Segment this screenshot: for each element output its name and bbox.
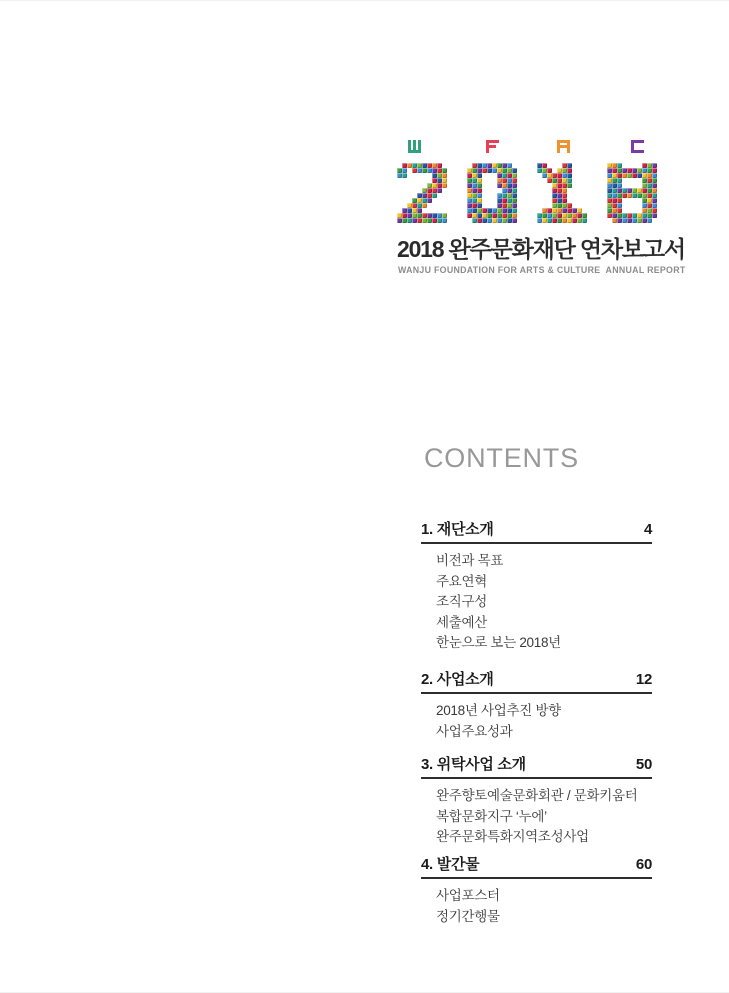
- toc-section: [421, 853, 652, 927]
- toc-item: 조직구성: [436, 594, 487, 609]
- toc-item: 2018년 사업추진 방향: [436, 703, 561, 718]
- toc-item: 사업주요성과: [436, 723, 513, 739]
- toc-items: [421, 701, 652, 742]
- toc-section-header: [421, 853, 652, 879]
- toc-section-page: 4: [643, 521, 652, 538]
- toc-section-title: 1. 재단소개: [421, 521, 494, 538]
- toc-section-title: 4. 발간물: [421, 856, 480, 873]
- toc-section: [421, 518, 652, 654]
- toc-section-header: [421, 668, 652, 694]
- toc-item: 정기간행물: [436, 908, 500, 924]
- toc-item: 복합문화지구 ‘누에’: [436, 808, 547, 824]
- toc-section: [421, 753, 652, 848]
- toc-item: 비전과 목표: [436, 553, 504, 568]
- toc-section-page: 50: [635, 756, 652, 773]
- toc-item: 사업포스터: [436, 888, 500, 903]
- toc-section: [421, 668, 652, 742]
- toc-items: [421, 786, 652, 848]
- toc-item: 주요연혁: [436, 573, 487, 589]
- toc-item: 한눈으로 보는 2018년: [436, 635, 561, 650]
- toc-section-page: 60: [635, 856, 652, 873]
- toc-section-title: 3. 위탁사업 소개: [421, 756, 526, 773]
- toc-section-title: 2. 사업소개: [421, 671, 494, 688]
- toc-items: [421, 886, 652, 927]
- report-subtitle-english: WANJU FOUNDATION FOR ARTS & CULTURE ANNUAL REPORT: [398, 265, 686, 275]
- toc-item: 완주향토예술문화회관 / 문화키움터: [436, 788, 638, 803]
- toc-section-header: [421, 518, 652, 544]
- toc-items: [421, 551, 652, 654]
- toc-item: 완주문화특화지역조성사업: [436, 829, 589, 844]
- toc-section-page: 12: [635, 671, 652, 688]
- report-title: 2018 완주문화재단 연차보고서: [397, 236, 685, 262]
- toc-item: 세출예산: [436, 614, 487, 630]
- contents-heading: CONTENTS: [424, 443, 579, 473]
- toc-section-header: [421, 753, 652, 779]
